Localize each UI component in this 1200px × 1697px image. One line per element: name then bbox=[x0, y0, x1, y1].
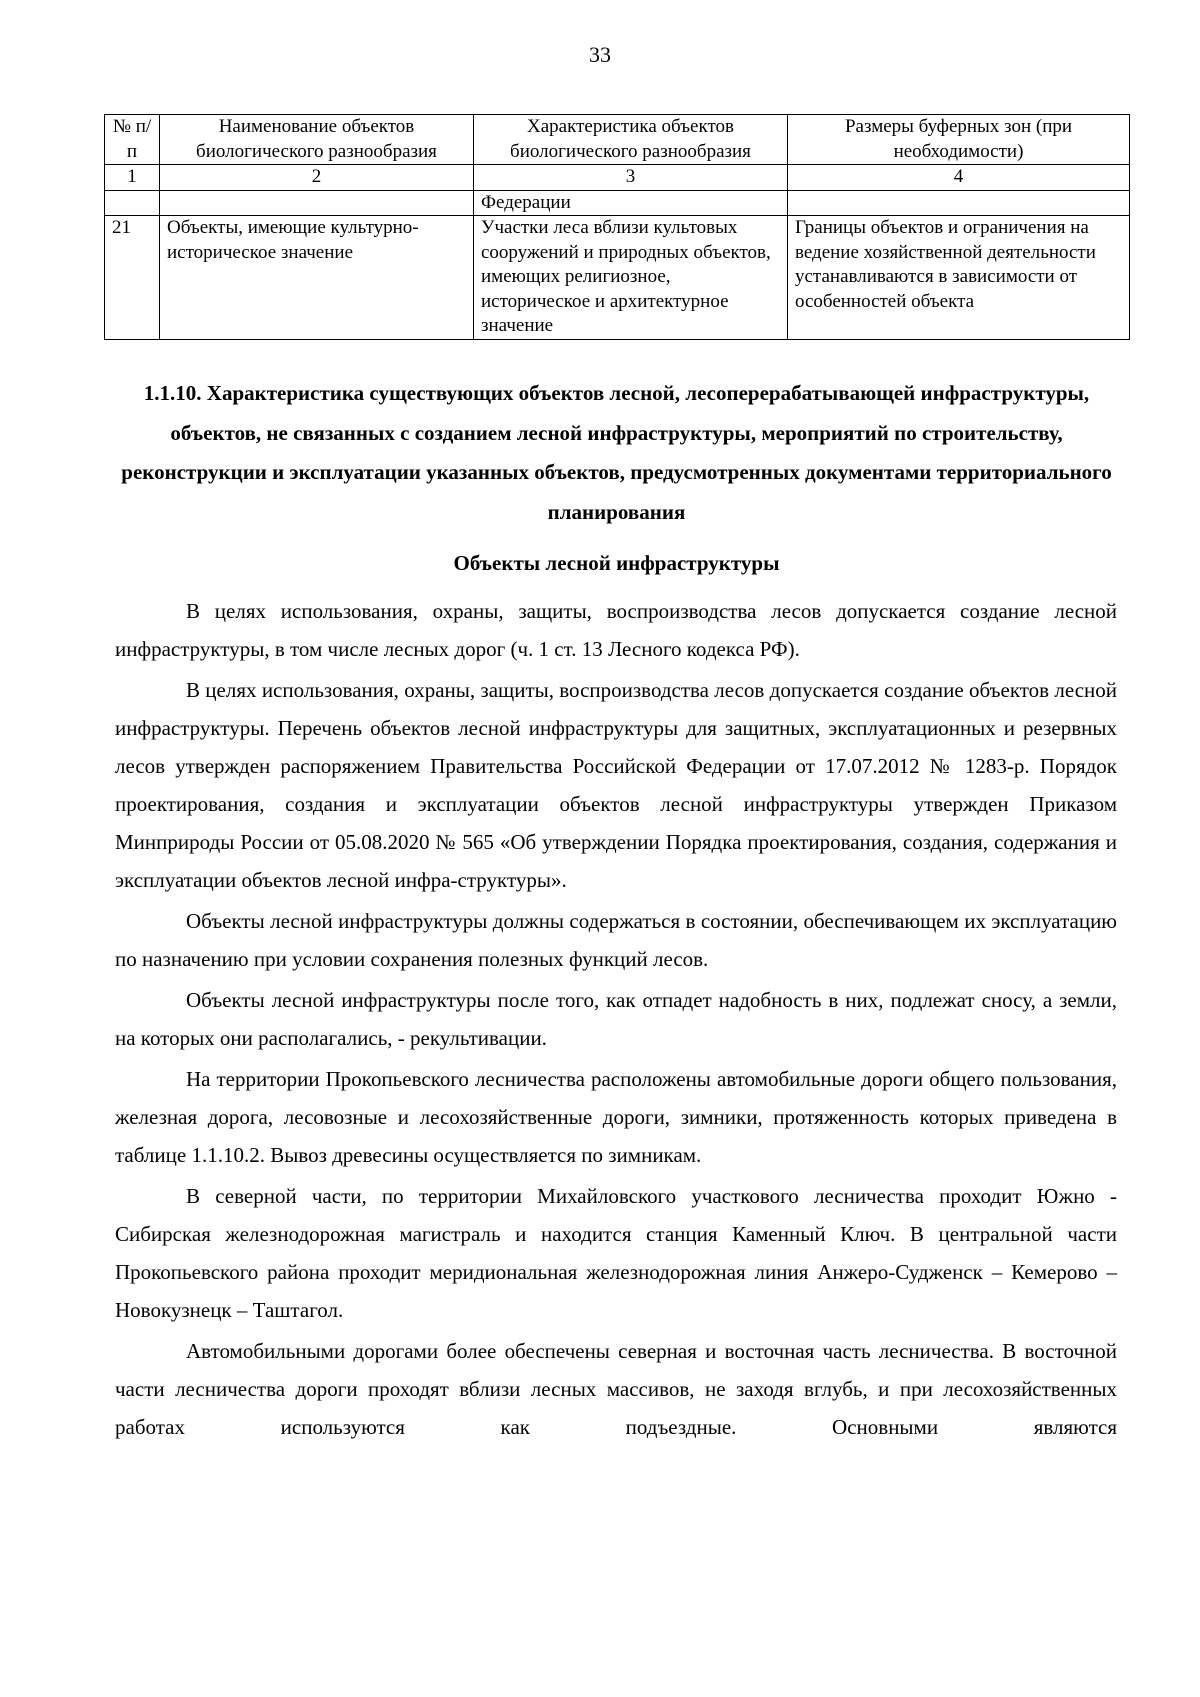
table-row bbox=[105, 216, 1130, 340]
table-cell: 21 bbox=[105, 216, 160, 340]
paragraph: В целях использования, охраны, защиты, воспроизводства лесов допускается создание лесной инфраструктуры, в том числе лесных дорог (ч. 1 ст. 13 Лесного кодекса РФ). bbox=[115, 599, 1117, 661]
table-cell bbox=[160, 190, 474, 216]
paragraph: Автомобильными дорогами более обеспечены северная и восточная часть лесничества. В восточной части лесничества дороги проходят вблизи лесных массивов, не заходя вглубь, и при лесохозяйственных работах используются как подъездные. Основными являются bbox=[115, 1339, 1117, 1439]
column-number-cell: 3 bbox=[474, 165, 788, 191]
table-cell: Объекты, имеющие культурно-историческое значение bbox=[160, 216, 474, 340]
biodiversity-table bbox=[104, 114, 1130, 340]
paragraph: Объекты лесной инфраструктуры должны содержаться в состоянии, обеспечивающем их эксплуатацию по назначению при условии сохранения полезных функций лесов. bbox=[115, 909, 1117, 971]
table-cell: Границы объектов и ограничения на ведение хозяйственной деятельности устанавливаются в зависимости от особенностей объекта bbox=[788, 216, 1130, 340]
paragraph: В целях использования, охраны, защиты, воспроизводства лесов допускается создание объектов лесной инфраструктуры. Перечень объектов лесной инфраструктуры для защитных, эксплуатационных и резервных лесов утвержден распоряжением Правительства Российской Федерации от 17.07.2012 № 1283-р. Порядок проектирования, создания и эксплуатации объектов лесной инфраструктуры утвержден Приказом Минприроды России от 05.08.2020 № 565 «Об утверждении Порядка проектирования, создания, содержания и эксплуатации объектов лесной инфра-структуры». bbox=[115, 678, 1117, 892]
table-cell: Федерации bbox=[474, 190, 788, 216]
section-subheading: Объекты лесной инфраструктуры bbox=[453, 551, 780, 575]
table-cell bbox=[788, 190, 1130, 216]
table-cell: Участки леса вблизи культовых сооружений и природных объектов, имеющих религиозное, историческое и архитектурное значение bbox=[474, 216, 788, 340]
header-cell: № п/п bbox=[105, 115, 160, 165]
paragraph: На территории Прокопьевского лесничества расположены автомобильные дороги общего пользования, железная дорога, лесовозные и лесохозяйственные дороги, зимники, протяженность которых приведена в таблице 1.1.10.2. Вывоз древесины осуществляется по зимникам. bbox=[115, 1067, 1117, 1167]
paragraph: Объекты лесной инфраструктуры после того, как отпадет надобность в них, подлежат сносу, а земли, на которых они располагались, - рекультивации. bbox=[115, 988, 1117, 1050]
section-heading: 1.1.10. Характеристика существующих объектов лесной, лесоперерабатывающей инфраструктуры, объектов, не связанных с созданием лесной инфраструктуры, мероприятий по строительству, реконструкции и эксплуатации указанных объектов, предусмотренных документами территориального планирования bbox=[121, 381, 1112, 524]
header-cell: Наименование объектов биологического разнообразия bbox=[160, 115, 474, 165]
paragraph: В северной части, по территории Михайловского участкового лесничества проходит Южно - Сибирская железнодорожная магистраль и находится станция Каменный Ключ. В центральной части Прокопьевского района проходит меридиональная железнодорожная линия Анжеро-Судженск – Кемерово – Новокузнецк – Таштагол. bbox=[115, 1184, 1117, 1322]
header-cell: Характеристика объектов биологического разнообразия bbox=[474, 115, 788, 165]
column-number-row bbox=[105, 165, 1130, 191]
header-cell: Размеры буферных зон (при необходимости) bbox=[788, 115, 1130, 165]
table-header-row bbox=[105, 115, 1130, 165]
table-row bbox=[105, 190, 1130, 216]
column-number-cell: 2 bbox=[160, 165, 474, 191]
column-number-cell: 1 bbox=[105, 165, 160, 191]
page-number: 33 bbox=[589, 42, 611, 67]
column-number-cell: 4 bbox=[788, 165, 1130, 191]
body-text bbox=[115, 592, 1117, 1449]
table-cell bbox=[105, 190, 160, 216]
